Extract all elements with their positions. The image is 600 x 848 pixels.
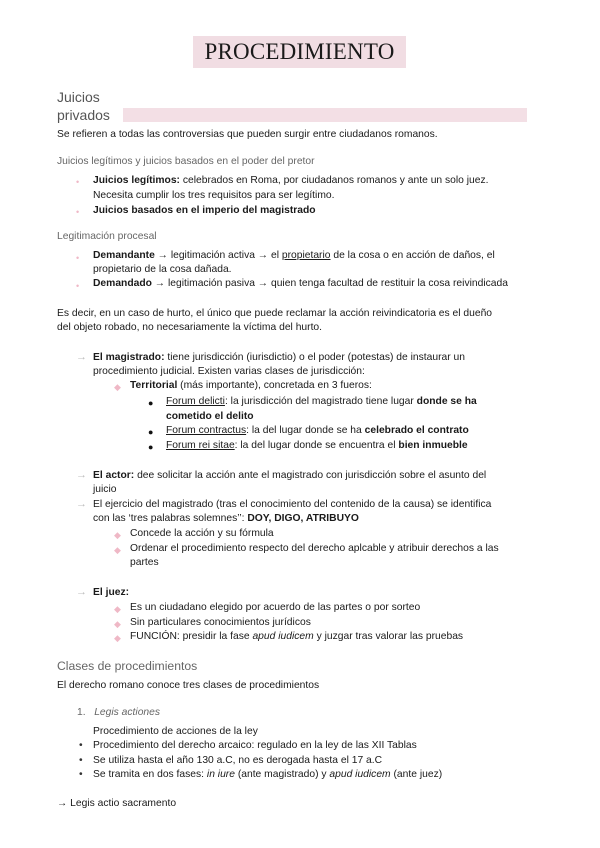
title-highlight [193, 36, 406, 68]
ejercicio-sub1: Concede la acción y su fórmula [130, 528, 274, 539]
diamond-bullet-icon: ◆ [114, 619, 121, 629]
magistrado-line2: procedimiento judicial. Existen varias clases de jurisdicción: [93, 366, 365, 377]
black-bullet-icon: ● [148, 398, 154, 408]
list-item-juicios-legitimos: Juicios legítimos: celebrados en Roma, por ciudadanos romanos y ante un solo juez. [93, 175, 489, 186]
forum-delicti-item: Forum delicti: la jurisdicción del magistrado tiene lugar donde se ha [166, 396, 477, 407]
juez-sub1: Es un ciudadano elegido por acuerdo de las partes o por sorteo [130, 602, 421, 613]
numbered-heading-legis-actiones: 1. Legis actiones [77, 707, 161, 718]
juez-heading: El juez: [93, 587, 130, 598]
list-item-juicios-imperio: Juicios basados en el imperio del magistrado [93, 205, 316, 216]
black-bullet-icon: ● [148, 442, 154, 452]
bullet-icon: • [76, 177, 80, 187]
legis-actiones-bullet3: Se tramita en dos fases: in iure (ante magistrado) y apud iudicem (ante juez) [93, 769, 443, 780]
section-heading-legitimacion: Legitimación procesal [57, 231, 157, 242]
clases-intro: El derecho romano conoce tres clases de procedimientos [57, 680, 320, 691]
actor-line1: El actor: dee solicitar la acción ante el magistrado con jurisdicción sobre el asunto del [93, 470, 487, 481]
arrow-icon: → [76, 351, 87, 363]
small-bullet-icon: • [79, 755, 83, 766]
forum-rei-sitae-item: Forum rei sitae: la del lugar donde se encuentra el bien inmueble [166, 440, 468, 451]
diamond-bullet-icon: ◆ [114, 382, 121, 392]
small-bullet-icon: • [79, 740, 83, 751]
bullet-icon: • [76, 281, 80, 291]
heading-highlight-bar [123, 108, 527, 122]
bullet-icon: • [76, 253, 80, 263]
arrow-icon: → [76, 469, 87, 481]
black-bullet-icon: ● [148, 427, 154, 437]
list-item-demandado: Demandado → legitimación pasiva → quien tenga facultad de restituir la cosa reivindicada [93, 278, 508, 289]
legis-actio-sacramento: → Legis actio sacramento [57, 798, 177, 809]
section-heading-clases: Clases de procedimientos [57, 659, 198, 673]
arrow-icon: → [76, 498, 87, 510]
ejercicio-sub2: Ordenar el procedimiento respecto del derecho aplcable y atribuir derechos a las [130, 543, 499, 554]
legis-actiones-bullet1: Procedimiento del derecho arcaico: regulado en la ley de las XII Tablas [93, 740, 417, 751]
forum-contractus-item: Forum contractus: la del lugar donde se ha celebrado el contrato [166, 425, 469, 436]
small-bullet-icon: • [79, 769, 83, 780]
ejercicio-line1: El ejercicio del magistrado (tras el conocimiento del contenido de la causa) se identifica [93, 499, 492, 510]
section-heading-juicios: Juicios legítimos y juicios basados en el poder del pretor [57, 156, 315, 167]
diamond-bullet-icon: ◆ [114, 545, 121, 555]
diamond-bullet-icon: ◆ [114, 633, 121, 643]
forum-delicti-continuation: cometido el delito [166, 411, 254, 422]
magistrado-line1: El magistrado: tiene jurisdicción (iurisdictio) o el poder (potestas) de instaurar un [93, 352, 466, 363]
paragraph-hurto-line1: Es decir, en un caso de hurto, el único que puede reclamar la acción reivindicatoria es el dueño [57, 308, 493, 319]
legis-actiones-bullet2: Se utiliza hasta el año 130 a.C, no es derogada hasta el 17 a.C [93, 755, 383, 766]
page-title: PROCEDIMIENTO [204, 39, 395, 64]
list-item-continuation: Necesita cumplir los tres requisitos para ser legítimo. [93, 190, 335, 201]
juez-sub3: FUNCIÓN: presidir la fase apud iudicem y juzgar tras valorar las pruebas [130, 631, 464, 642]
bullet-icon: • [76, 207, 80, 217]
intro-text: Se refieren a todas las controversias que pueden surgir entre ciudadanos romanos. [57, 129, 438, 140]
list-item-continuation: propietario de la cosa dañada. [93, 264, 232, 275]
juez-sub2: Sin particulares conocimientos jurídicos [130, 617, 311, 628]
diamond-bullet-icon: ◆ [114, 530, 121, 540]
actor-line2: juicio [93, 484, 117, 495]
territorial-item: Territorial (más importante), concretada en 3 fueros: [130, 380, 372, 391]
ejercicio-line2: con las ‘tres palabras solemnes’’: DOY, DIGO, ATRIBUYO [93, 513, 359, 524]
paragraph-hurto-line2: del objeto robado, no necesariamente la víctima del hurto. [57, 322, 323, 333]
arrow-icon: → [76, 586, 87, 598]
ejercicio-sub2-continuation: partes [130, 557, 159, 568]
list-item-demandante: Demandante → legitimación activa → el propietario de la cosa o en acción de daños, el [93, 250, 495, 261]
diamond-bullet-icon: ◆ [114, 604, 121, 614]
heading-juicios-privados: Juicios privados [57, 89, 110, 123]
legis-actiones-desc: Procedimiento de acciones de la ley [93, 726, 258, 737]
